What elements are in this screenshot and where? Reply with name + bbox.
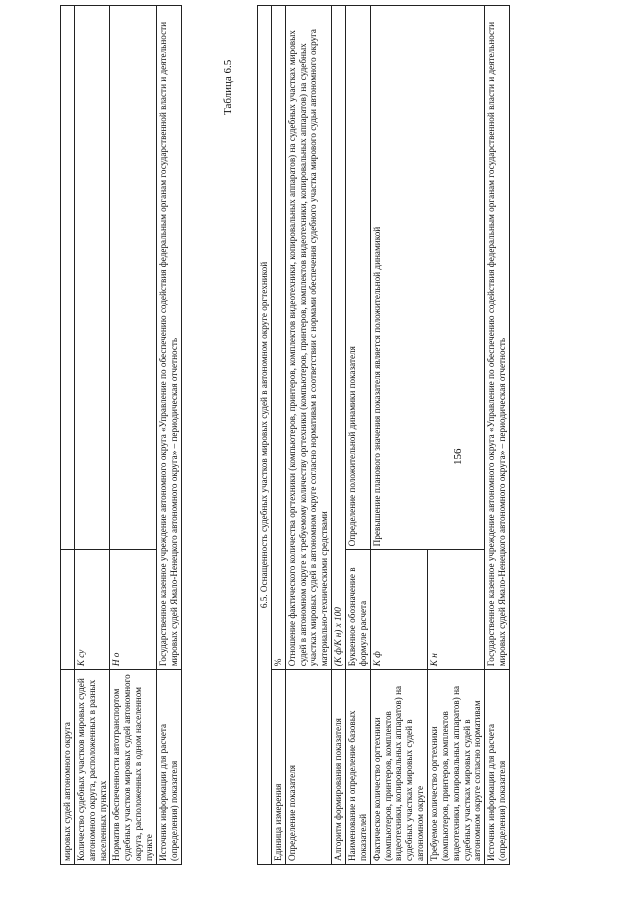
indicator-table <box>257 5 510 865</box>
base-indicators-label: Наименование и определение базовых показателей <box>346 670 371 865</box>
algorithm-label: Алгоритм формирования показателя <box>332 670 346 865</box>
symbol-header: Буквенное обозначение в формуле расчета <box>346 550 371 670</box>
formula-symbol: К су <box>74 550 110 670</box>
base-indicator-name: Требуемое количество оргтехники (компьютеров, принтеров, комплектов видеотехники, копировальных аппаратов) на судебных участках мировых судей в автономном округе согласно нормативам <box>428 670 485 865</box>
definition-label: Определение показателя <box>285 670 331 865</box>
table-row <box>258 6 272 865</box>
positive-dynamics-value: Превышение планового значения показателя является положительной динамикой <box>370 6 485 550</box>
table-row <box>332 6 346 865</box>
table-row <box>271 6 285 865</box>
row-fragment: мировых судей автономного округа <box>61 670 75 865</box>
base-indicator-name: Норматив обеспеченности автотранспортом судебных участков мировых судей автономного округа, расположенных в одном населенном пункте <box>110 670 156 865</box>
source-label: Источник информации для расчета (определения) показателя <box>156 670 181 865</box>
table-row <box>285 6 331 865</box>
definition-value: Отношение фактического количества оргтехники (компьютеров, принтеров, комплектов видеотехники, копировальных аппаратов) на судебных участках мировых судей в автономном округе к требуемому количеству оргтехники (компьютеров, принтеров, комплектов видеотехники, копировальных аппаратов) на судебных участках мировых судей в автономном округе согласно нормативам в соответствии с нормами обеспечения судебного участка мирового судьи автономного округа материально-техническими средствами <box>285 6 331 670</box>
positive-dynamics-header: Определение положительной динамики показателя <box>346 6 371 550</box>
table-row <box>156 6 181 865</box>
table-row <box>110 6 156 865</box>
table-row <box>61 6 75 865</box>
table-row <box>346 6 371 865</box>
table-row <box>74 6 110 865</box>
formula-symbol: К н <box>428 550 485 670</box>
source-value: Государственное казенное учреждение автономного округа «Управление по обеспечению содействия федеральным органам государственной власти и деятельности мировых судей Ямало-Ненецкого автономного округа» – периодическая отчетность <box>156 6 181 670</box>
source-label: Источник информации для расчета (определения) показателя <box>485 670 510 865</box>
table-row <box>370 6 427 865</box>
unit-value: % <box>271 6 285 670</box>
table-row <box>485 6 510 865</box>
source-value: Государственное казенное учреждение автономного округа «Управление по обеспечению содействия федеральным органам государственной власти и деятельности мировых судей Ямало-Ненецкого автономного округа» – периодическая отчетность <box>485 6 510 670</box>
section-title: 6.5. Оснащенность судебных участков мировых судей в автономном округе оргтехникой <box>258 6 272 865</box>
continuation-table <box>60 5 182 865</box>
page-number: 156 <box>452 448 464 465</box>
formula-symbol: Н о <box>110 550 156 670</box>
algorithm-value: (К ф/К н) х 100 <box>332 6 346 670</box>
formula-symbol: К ф <box>370 550 427 670</box>
base-indicator-name: Количество судебных участков мировых судей автономного округа, расположенных в разных населенных пунктах <box>74 670 110 865</box>
unit-label: Единица измерения <box>271 670 285 865</box>
base-indicator-name: Фактическое количество оргтехники (компьютеров, принтеров, комплектов видеотехники, копировальных аппаратов) на судебных участках мировых судей в автономном округе <box>370 670 427 865</box>
table-caption: Таблица 6.5 <box>222 59 234 115</box>
